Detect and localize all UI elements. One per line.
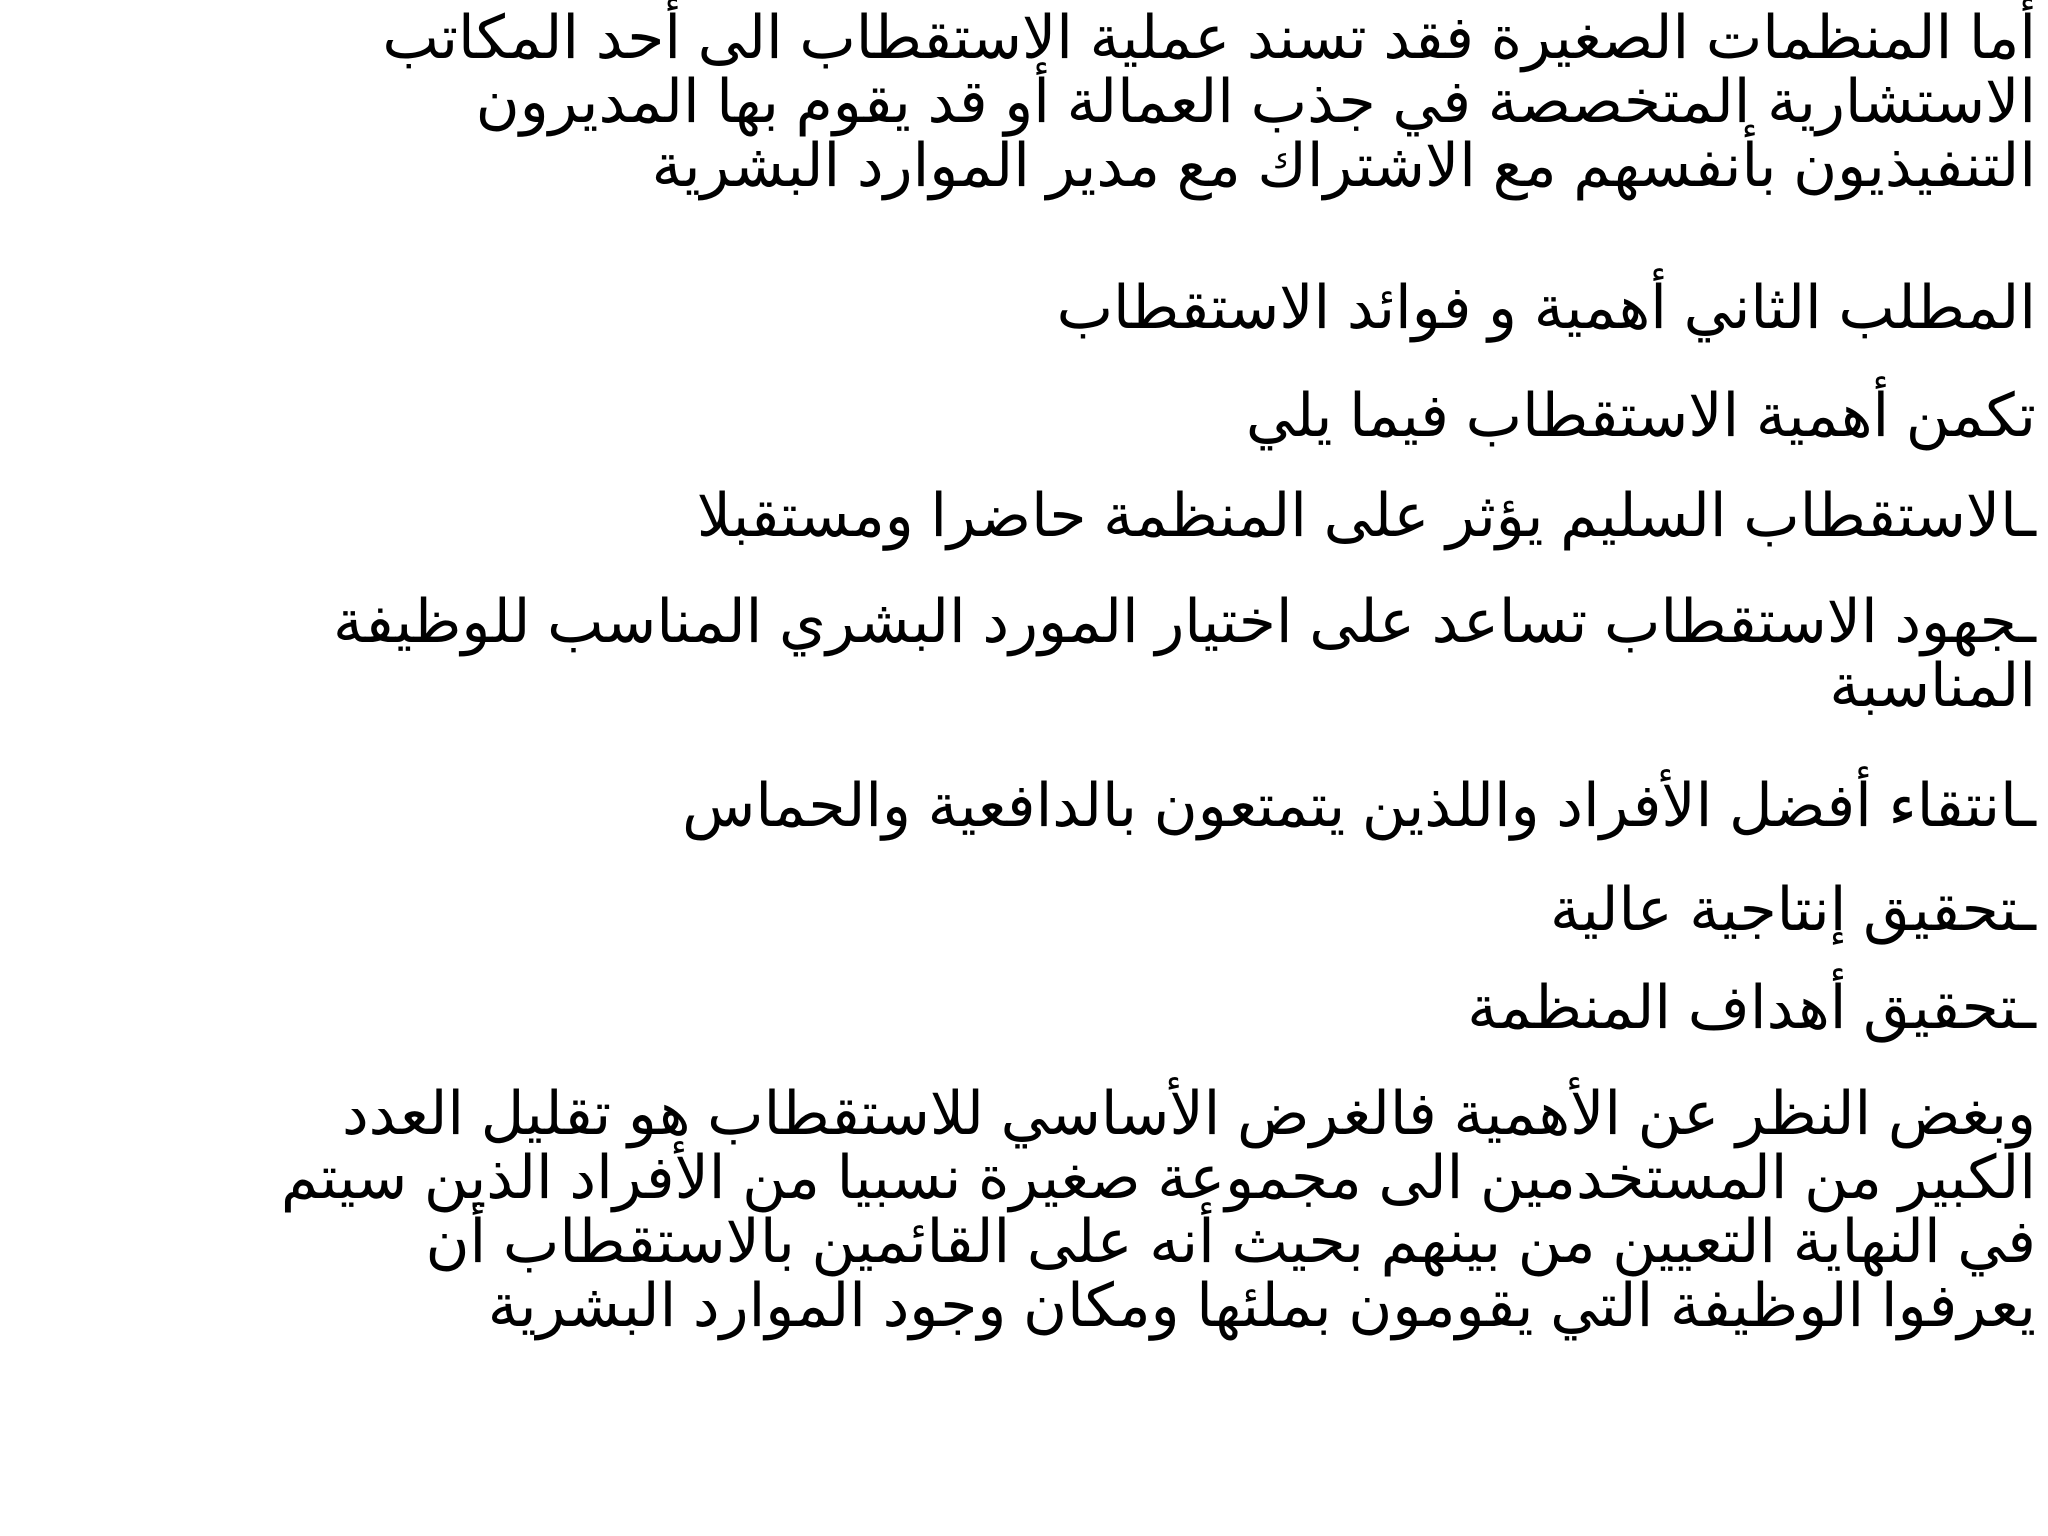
paragraph-importance-intro <box>116 384 2036 448</box>
paragraph-small-organizations <box>116 6 2036 198</box>
text-line: الاستشارية المتخصصة في جذب العمالة أو قد يقوم بها المديرون <box>475 68 2036 135</box>
bullet-item <box>116 976 2036 1040</box>
bullet-item <box>116 484 2036 548</box>
text-line: وبغض النظر عن الأهمية فالغرض الأساسي للاستقطاب هو تقليل العدد <box>341 1080 2036 1147</box>
text-line: ـالاستقطاب السليم يؤثر على المنظمة حاضرا ومستقبلا <box>696 482 2036 549</box>
section-heading <box>116 276 2036 340</box>
text-line: ـانتقاء أفضل الأفراد واللذين يتمتعون بالدافعية والحماس <box>682 772 2036 839</box>
bullet-item <box>116 878 2036 942</box>
bullet-item <box>116 590 2036 718</box>
text-line: الكبير من المستخدمين الى مجموعة صغيرة نسبيا من الأفراد الذين سيتم <box>280 1144 2036 1211</box>
text-line: ـتحقيق إنتاجية عالية <box>1549 876 2036 943</box>
text-line: المناسبة <box>1829 652 2036 719</box>
text-line: المطلب الثاني أهمية و فوائد الاستقطاب <box>1056 274 2036 341</box>
text-line: ـجهود الاستقطاب تساعد على اختيار المورد البشري المناسب للوظيفة <box>332 588 2036 655</box>
text-line: تكمن أهمية الاستقطاب فيما يلي <box>1245 382 2036 449</box>
text-line: أما المنظمات الصغيرة فقد تسند عملية الاستقطاب الى أحد المكاتب <box>382 4 2036 71</box>
text-line: يعرفوا الوظيفة التي يقومون بملئها ومكان وجود الموارد البشرية <box>487 1272 2036 1339</box>
bullet-item <box>116 774 2036 838</box>
text-line: التنفيذيون بأنفسهم مع الاشتراك مع مدير الموارد البشرية <box>651 132 2036 199</box>
paragraph-primary-purpose <box>116 1082 2036 1338</box>
text-line: ـتحقيق أهداف المنظمة <box>1467 974 2036 1041</box>
text-line: في النهاية التعيين من بينهم بحيث أنه على القائمين بالاستقطاب أن <box>425 1208 2036 1275</box>
